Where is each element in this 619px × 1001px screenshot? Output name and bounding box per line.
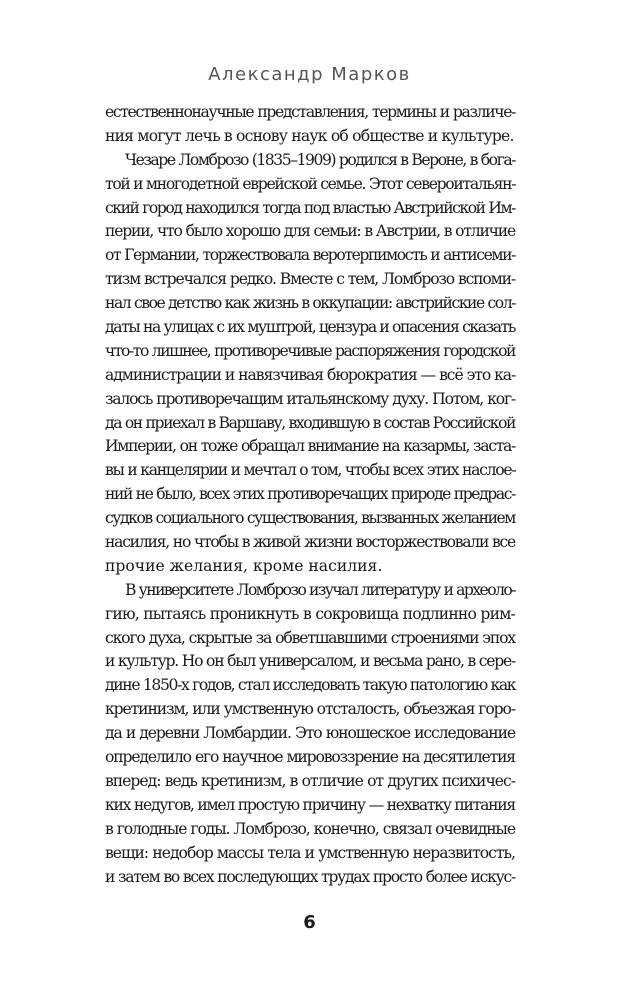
text-line: да и деревни Ломбардии. Это юношеское исследование	[105, 724, 515, 743]
text-line: В университете Ломброзо изучал литературу и археоло-	[125, 580, 515, 599]
text-line: нал свое детство как жизнь в оккупации: австрийские сол-	[105, 294, 515, 313]
text-line: вещи: недобор массы тела и умственную неразвитость,	[105, 843, 515, 862]
text-line: дине 1850-х годов, стал исследовать такую патологию как	[105, 676, 516, 695]
text-line: ского духа, скрытые за обветшавшими строениями эпох	[105, 628, 515, 647]
page-number: 6	[303, 912, 316, 933]
text-line: той и многодетной еврейской семье. Этот североитальян-	[105, 174, 516, 193]
text-line: определило его научное мировоззрение на десятилетия	[105, 748, 515, 767]
text-line: естественнонаучные представления, термины и различе-	[105, 103, 515, 121]
text-line: Империи, он тоже обращал внимание на казармы, заста-	[105, 437, 515, 456]
text-line: судков социального существования, вызванных желанием	[105, 509, 515, 528]
text-line: ких недугов, имел простую причину — нехватку питания	[105, 795, 515, 814]
text-line: гию, пытаясь проникнуть в сокровища подлинно рим-	[105, 604, 515, 623]
text-line: залось противоречащим итальянскому духу. Потом, ког-	[105, 389, 515, 408]
text-line: что-то лишнее, противоречивые распоряжения городской	[105, 341, 515, 360]
text-line: вперед: ведь кретинизм, в отличие от других психичес-	[105, 771, 515, 790]
text-line: перии, что было хорошо для семьи: в Австрии, в отличие	[105, 222, 515, 241]
text-line: ния могут лечь в основу наук об обществе и культуре.	[105, 126, 514, 145]
text-line: в голодные годы. Ломброзо, конечно, связал очевидные	[105, 819, 515, 838]
text-line: насилия, но чтобы в живой жизни восторжествовали все	[105, 533, 515, 552]
text-line: кретинизм, или умственную отсталость, объезжая горо-	[105, 700, 515, 719]
text-line: тизм встречался редко. Вместе с тем, Ломброзо вспоми-	[105, 270, 515, 289]
text-line: прочие желания, кроме насилия.	[105, 556, 383, 575]
text-line: вы и канцелярии и мечтал о том, чтобы всех этих наслое-	[105, 461, 516, 480]
text-line: и культур. Но он был универсалом, и весьма рано, в сере-	[105, 652, 515, 671]
text-line: администрации и навязчивая бюрократия — всё это ка-	[105, 365, 516, 384]
text-line: ний не было, всех этих противоречащих природе предрас-	[105, 485, 515, 504]
text-line: даты на улицах с их муштрой, цензура и опасения сказать	[105, 318, 515, 337]
text-line: ский город находился тогда под властью Австрийской Им-	[105, 198, 515, 217]
body-text	[105, 101, 515, 889]
text-line: от Германии, торжествовала веротерпимость и антисеми-	[105, 246, 515, 265]
text-line: да он приехал в Варшаву, входившую в состав Российской	[105, 413, 515, 432]
text-line: Чезаре Ломброзо (1835–1909) родился в Вероне, в бога-	[125, 150, 515, 169]
running-title: Александр Марков	[208, 64, 411, 85]
text-line: и затем во всех последующих трудах просто более искус-	[105, 867, 515, 886]
